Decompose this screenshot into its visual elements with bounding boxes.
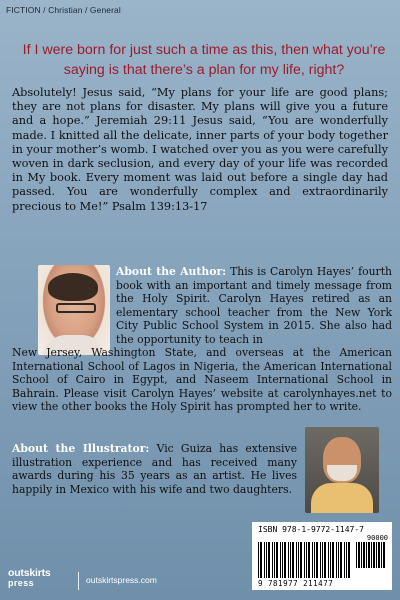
barcode-number: 9 781977 211477 [258,579,334,588]
publisher-logo-line2: press [8,578,35,588]
isbn-text: ISBN 978-1-9772-1147-7 [258,525,364,534]
publisher-logo [8,568,70,594]
isbn-barcode [252,522,392,590]
cover-question: If I were born for just such a time as this, then what you’re saying is that there’s a plan for my life, right? [22,42,386,78]
publisher-footer [8,568,248,594]
about-author-body-first: This is Carolyn Hayes’ fourth book with an important and timely message from the Holy Spirit. Carolyn Hayes retired as an elementary school teacher from the New York City Public School System in 2015. She also had the opportunity to teach in [116,265,392,346]
barcode-bars-main [258,542,350,578]
author-glasses [56,303,96,313]
scripture-quote-text: Absolutely! Jesus said, “My plans for your life are good plans; they are not plans for disaster. My plans will give you a future and a hope.” Jeremiah 29:11 Jesus said, “You are wonderfully made. I knitted all the delicate, inner parts of your body together in your mother’s womb. I watched over you as you were carefully woven in dark seclusion, and every day of your life was recorded in My book. Every moment was laid out before a single day had passed. You are wonderfully complex and extraordinarily precious to Me!” Psalm 139:13-17 [12,86,388,213]
about-illustrator-body: Vic Guiza has extensive illustration experience and has received many awards during his 35 years as an artist. He lives happily in Mexico with his wife and two daughters. [12,442,298,496]
genre-label: FICTION / Christian / General [6,5,121,15]
illustrator-shirt [311,483,373,513]
illustrator-photo [305,427,379,513]
author-hair [48,273,98,301]
about-author-block-continued [12,346,392,414]
publisher-divider [78,572,79,590]
about-author-body-rest: New Jersey, Washington State, and overseas at the American International School of Lagos in Nigeria, the American International School of Cairo in Egypt, and Naseem International School in Bahrain. Please visit Carolyn Hayes’ website at carolynhayes.net to view the other books the Holy Spirit has prompted her to write. [12,346,392,414]
scripture-quote [12,86,388,214]
barcode-bars-addon [356,542,386,568]
author-photo [38,265,110,355]
publisher-logo-line1: outskirts [8,567,51,579]
publisher-url[interactable]: outskirtspress.com [86,575,157,585]
about-illustrator-heading: About the Illustrator: [12,442,150,455]
about-author-block [116,265,392,347]
about-illustrator-block [12,442,297,496]
about-author-heading: About the Author: [116,265,227,278]
price-code: 90000 [366,534,388,542]
